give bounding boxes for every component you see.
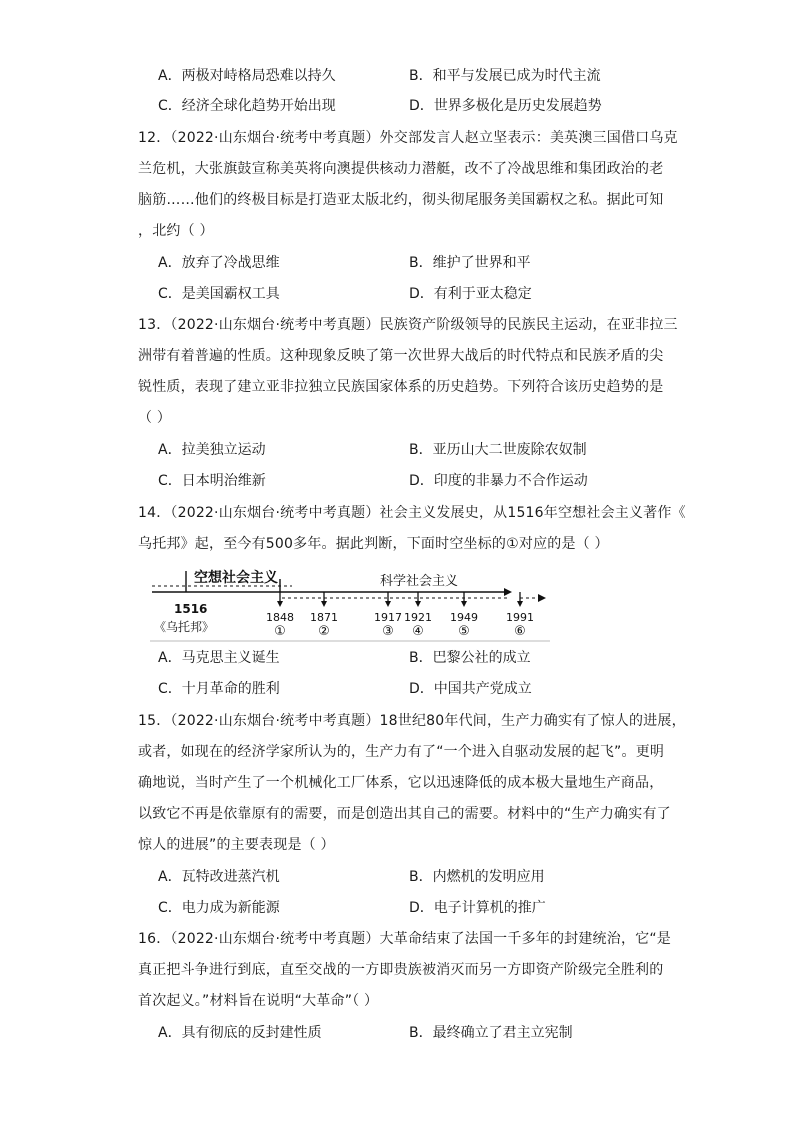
timeline-year: 1949 [450,611,478,624]
scientific-label: 科学社会主义 [380,574,459,589]
q13-stem-line-2: 洲带有着普遍的性质。这种现象反映了第一次世界大战后的时代特点和民族矛盾的尖 [138,348,664,364]
q14-option-a: A．马克思主义诞生 [158,650,280,666]
q14-option-c: C．十月革命的胜利 [158,681,280,697]
q11-option-d: D．世界多极化是历史发展趋势 [409,98,602,114]
timeline-marker-icon [277,601,283,607]
q14-option-d: D．中国共产党成立 [409,681,532,697]
q15-stem-line-3: 确地说，当时产生了一个机械化工厂体系，它以迅速降低的成本极大量地生产商品， [138,775,664,791]
timeline-marker-icon [415,601,421,607]
start-year: 1516 [174,602,208,616]
q14-timeline-figure [150,565,550,643]
q13-option-d: D．印度的非暴力不合作运动 [409,473,588,489]
timeline-marker-icon [517,601,523,607]
timeline-year: 1991 [506,611,534,624]
q13-option-c: C．日本明治维新 [158,473,266,489]
q16-option-a: A．具有彻底的反封建性质 [158,1025,322,1041]
timeline-points [266,592,534,639]
q12-option-c: C．是美国霸权工具 [158,286,280,302]
q11-option-c: C．经济全球化趋势开始出现 [158,98,336,114]
q12-stem-line-3: 脑筋……他们的终极目标是打造亚太版北约，彻头彻尾服务美国霸权之私。据此可知 [138,192,664,208]
timeline-marker-icon [385,601,391,607]
timeline-mark: ⑥ [514,624,526,639]
timeline-marker-icon [461,601,467,607]
q12-stem-line-2: 兰危机，大张旗鼓宣称美英将向澳提供核动力潜艇，改不了冷战思维和集团政治的老 [138,161,664,177]
q12-option-d: D．有利于亚太稳定 [409,286,532,302]
q15-stem-line-1: 15．（2022·山东烟台·统考中考真题）18世纪80年代间，生产力确实有了惊人的进展， [138,713,686,729]
q15-option-d: D．电子计算机的推广 [409,900,546,916]
q13-option-b: B．亚历山大二世废除农奴制 [409,442,587,458]
timeline-mark: ⑤ [458,624,470,639]
q13-option-a: A．拉美独立运动 [158,442,266,458]
timeline-mark: ② [318,624,330,639]
utopian-label: 空想社会主义 [194,570,278,586]
axis-arrow-icon [504,588,512,596]
q11-option-a: A．两极对峙格局恐难以持久 [158,68,336,84]
q14-stem-line-1: 14．（2022·山东烟台·统考中考真题）社会主义发展史，从1516年空想社会主义著作《 [138,505,686,521]
q13-stem-line-1: 13．（2022·山东烟台·统考中考真题）民族资产阶级领导的民族民主运动，在亚非拉三 [138,317,678,333]
q13-stem-line-4: （ ） [138,410,172,426]
q16-option-b: B．最终确立了君主立宪制 [409,1025,573,1041]
timeline-marker-icon [321,601,327,607]
timeline-year: 1921 [404,611,432,624]
timeline-year: 1917 [374,611,402,624]
timeline-mark: ① [274,624,286,639]
q15-option-c: C．电力成为新能源 [158,900,280,916]
timeline-year: 1871 [310,611,338,624]
q13-stem-line-3: 锐性质，表现了建立亚非拉独立民族国家体系的历史趋势。下列符合该历史趋势的是 [138,379,664,395]
q12-option-a: A．放弃了冷战思维 [158,255,280,271]
q16-stem-line-3: 首次起义。”材料旨在说明“大革命”（ ） [138,993,379,1009]
start-book: 《乌托邦》 [154,620,215,634]
q11-option-b: B．和平与发展已成为时代主流 [409,68,601,84]
timeline-svg [150,565,550,643]
q15-stem-line-5: 惊人的进展”的主要表现是（ ） [138,837,335,853]
q16-stem-line-2: 真正把斗争进行到底，直至交战的一方即贵族被消灭而另一方即资产阶级完全胜利的 [138,962,664,978]
q12-stem-line-1: 12．（2022·山东烟台·统考中考真题）外交部发言人赵立坚表示：美英澳三国借口乌克 [138,130,678,146]
q12-stem-line-4: ，北约（ ） [138,223,214,239]
q14-option-b: B．巴黎公社的成立 [409,650,531,666]
q15-option-b: B．内燃机的发明应用 [409,869,545,885]
q15-stem-line-2: 或者，如现在的经济学家所认为的，生产力有了“一个进入自驱动发展的起飞”。更明 [138,744,665,760]
q12-option-b: B．维护了世界和平 [409,255,531,271]
timeline-mark: ③ [382,624,394,639]
q15-option-a: A．瓦特改进蒸汽机 [158,869,280,885]
q15-stem-line-4: 以致它不再是依靠原有的需要，而是创造出其自己的需要。材料中的“生产力确实有了 [138,806,671,822]
timeline-mark: ④ [412,624,424,639]
q16-stem-line-1: 16．（2022·山东烟台·统考中考真题）大革命结束了法国一千多年的封建统治，它“是 [138,931,671,947]
q14-stem-line-2: 乌托邦》起，至今有500多年。据此判断，下面时空坐标的①对应的是（ ） [138,536,609,552]
timeline-year: 1848 [266,611,294,624]
